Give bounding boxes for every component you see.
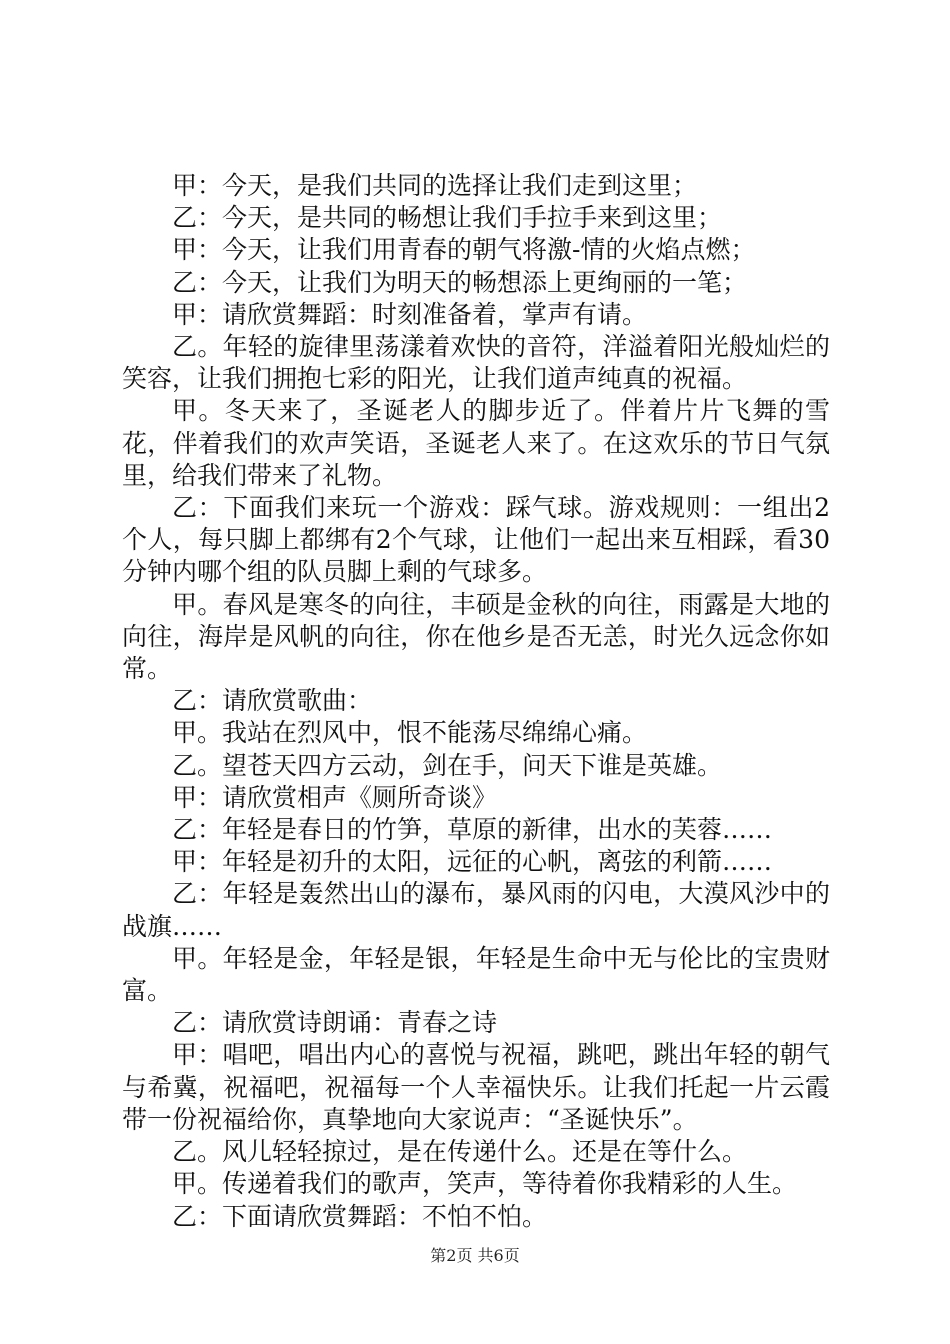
paragraph: 乙：请欣赏歌曲： bbox=[172, 686, 373, 716]
page-number-label: 第2页 共6页 bbox=[430, 1246, 520, 1265]
paragraph: 乙：年轻是春日的竹笋，草原的新律，出水的芙蓉…… bbox=[172, 815, 773, 845]
paragraph: 乙：年轻是轰然出山的瀑布，暴风雨的闪电，大漠风沙中的战旗…… bbox=[122, 879, 830, 941]
paragraph: 甲：年轻是初升的太阳，远征的心帆，离弦的利箭…… bbox=[172, 847, 773, 877]
paragraph: 甲：今天，让我们用青春的朝气将激-情的火焰点燃； bbox=[172, 235, 756, 265]
paragraph: 甲。春风是寒冬的向往，丰硕是金秋的向往，雨露是大地的向往，海岸是风帆的向往，你在他乡是否无恙，时光久远念你如常。 bbox=[122, 589, 830, 684]
paragraph: 甲。我站在烈风中，恨不能荡尽绵绵心痛。 bbox=[172, 718, 648, 748]
page-footer bbox=[0, 1243, 950, 1266]
script-body bbox=[122, 170, 830, 1233]
paragraph: 甲。冬天来了，圣诞老人的脚步近了。伴着片片飞舞的雪花，伴着我们的欢声笑语，圣诞老人来了。在这欢乐的节日气氛里，给我们带来了礼物。 bbox=[122, 396, 830, 490]
paragraph: 乙：请欣赏诗朗诵：青春之诗 bbox=[172, 1008, 498, 1038]
paragraph: 乙。年轻的旋律里荡漾着欢快的音符，洋溢着阳光般灿烂的笑容，让我们拥抱七彩的阳光，让我们道声纯真的祝福。 bbox=[122, 332, 830, 394]
paragraph: 甲。年轻是金，年轻是银，年轻是生命中无与伦比的宝贵财富。 bbox=[122, 943, 830, 1006]
paragraph: 甲。传递着我们的歌声，笑声，等待着你我精彩的人生。 bbox=[172, 1169, 798, 1199]
paragraph: 甲：唱吧，唱出内心的喜悦与祝福，跳吧，跳出年轻的朝气与希冀，祝福吧，祝福每一个人幸福快乐。让我们托起一片云霞带一份祝福给你，真挚地向大家说声：“圣诞快乐”。 bbox=[122, 1040, 830, 1134]
paragraph: 乙。望苍天四方云动，剑在手，问天下谁是英雄。 bbox=[172, 750, 723, 780]
paragraph: 乙：今天，让我们为明天的畅想添上更绚丽的一笔； bbox=[172, 267, 748, 297]
paragraph: 甲：请欣赏相声《厕所奇谈》 bbox=[172, 782, 498, 812]
paragraph: 乙：下面请欣赏舞蹈：不怕不怕。 bbox=[172, 1201, 548, 1231]
paragraph: 乙：今天，是共同的畅想让我们手拉手来到这里； bbox=[172, 203, 723, 233]
paragraph: 乙：下面我们来玩一个游戏：踩气球。游戏规则：一组出2个人，每只脚上都绑有2个气球，让他们一起出来互相踩，看30分钟内哪个组的队员脚上剩的气球多。 bbox=[122, 493, 830, 587]
paragraph: 甲：今天，是我们共同的选择让我们走到这里； bbox=[172, 171, 698, 200]
paragraph: 乙。风儿轻轻掠过，是在传递什么。还是在等什么。 bbox=[172, 1137, 748, 1167]
paragraph: 甲：请欣赏舞蹈：时刻准备着，掌声有请。 bbox=[172, 299, 648, 329]
